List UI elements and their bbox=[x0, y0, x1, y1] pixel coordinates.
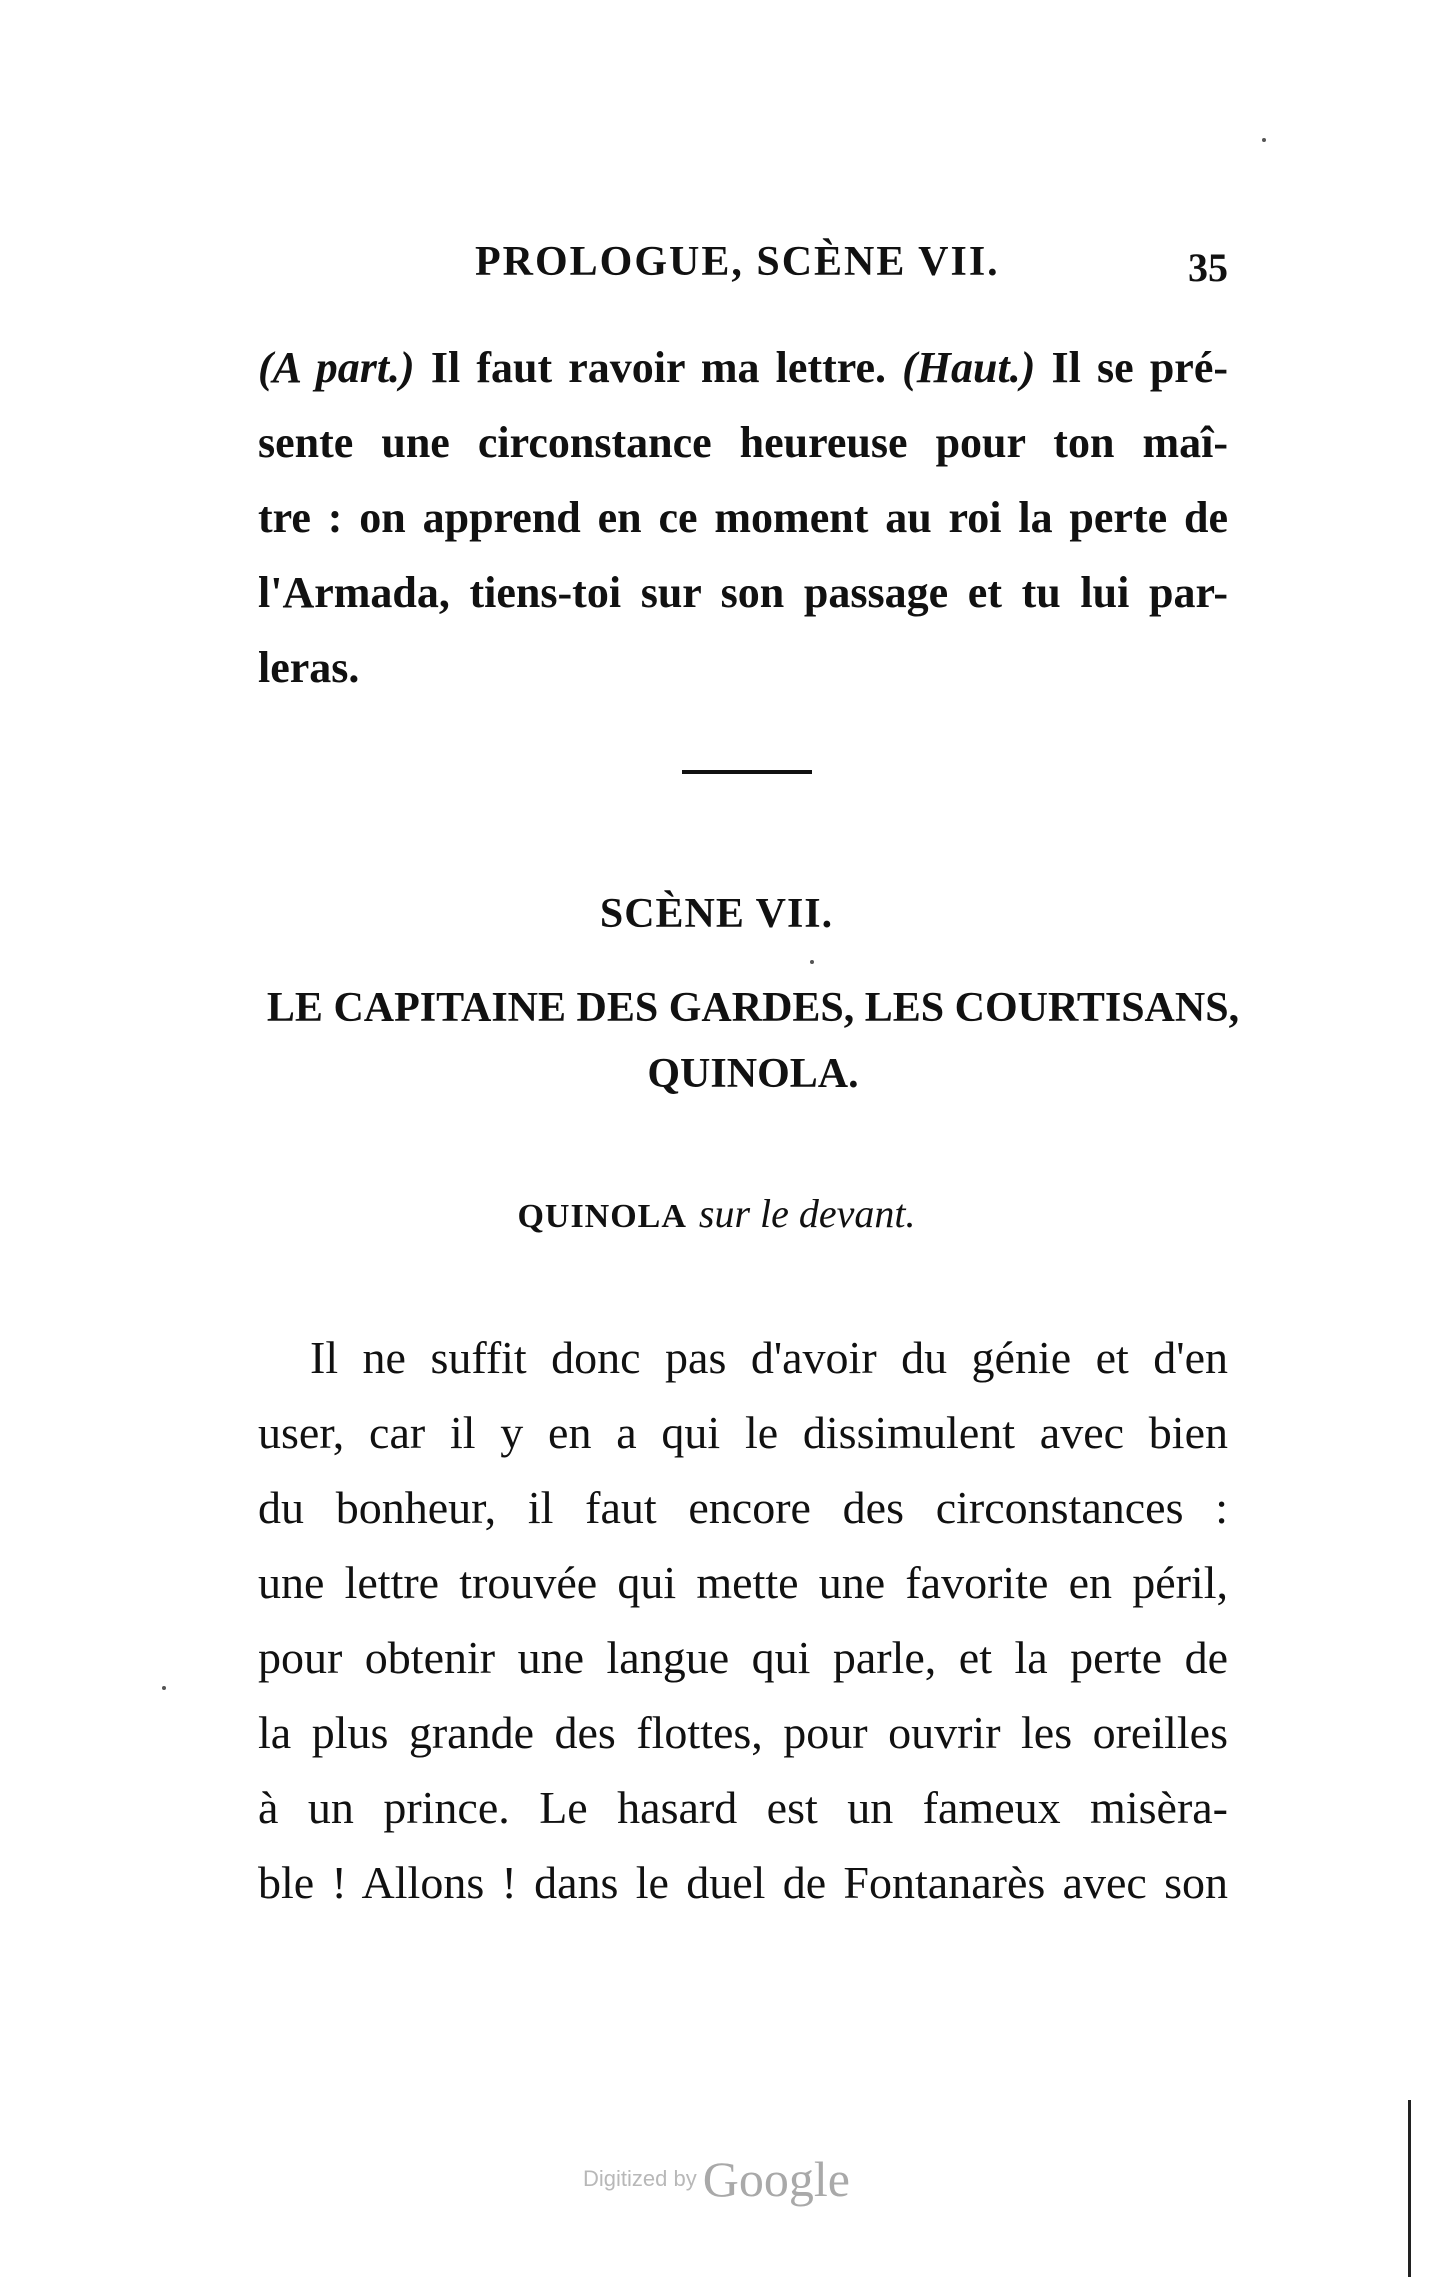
character-list-line: LE CAPITAINE DES GARDES, LES COURTISANS, bbox=[266, 985, 1240, 1031]
paper-speck bbox=[162, 1686, 166, 1690]
paragraph-line: tre : on apprend en ce moment au roi la perte de bbox=[258, 493, 1228, 542]
digitized-label: Digitized by bbox=[583, 2166, 697, 2191]
paragraph-line: Il ne suffit donc pas d'avoir du génie et d'en bbox=[310, 1332, 1228, 1383]
character-list bbox=[258, 975, 1248, 1107]
stage-direction-text: sur le devant. bbox=[698, 1191, 916, 1236]
page-number: 35 bbox=[1188, 245, 1228, 290]
paragraph-line: ble ! Allons ! dans le duel de Fontanarès avec son bbox=[258, 1857, 1228, 1908]
page-edge-mark bbox=[1408, 2100, 1411, 2277]
aside-direction: (A part.) bbox=[258, 343, 415, 392]
paragraph-line bbox=[258, 330, 1228, 405]
aside-direction: (Haut.) bbox=[902, 343, 1036, 392]
paragraph-line: une lettre trouvée qui mette une favorite en péril, bbox=[258, 1557, 1228, 1608]
digitization-watermark bbox=[0, 2150, 1433, 2208]
speaker-name: QUINOLA bbox=[517, 1198, 687, 1235]
paragraph-line: du bonheur, il faut encore des circonstances : bbox=[258, 1482, 1228, 1533]
character-list-line: QUINOLA. bbox=[647, 1051, 859, 1097]
paragraph-line: à un prince. Le hasard est un fameux misèra- bbox=[258, 1782, 1228, 1833]
paragraph-line: sente une circonstance heureuse pour ton maî- bbox=[258, 418, 1228, 467]
running-title: PROLOGUE, SCÈNE VII. bbox=[475, 239, 1000, 285]
paragraph-line: l'Armada, tiens-toi sur son passage et tu lui par- bbox=[258, 568, 1228, 617]
paragraph-line: la plus grande des flottes, pour ouvrir les oreilles bbox=[258, 1707, 1228, 1758]
google-logo: Google bbox=[702, 2151, 850, 2207]
scene-heading: SCÈNE VII. bbox=[599, 891, 834, 937]
stage-direction bbox=[0, 1190, 1433, 1237]
paragraph-line: leras. bbox=[258, 643, 360, 692]
running-head bbox=[0, 238, 1433, 298]
paragraph-text: Il se pré- bbox=[1035, 343, 1228, 392]
paragraph-text: Il faut ravoir ma lettre. bbox=[414, 343, 903, 392]
top-paragraph bbox=[258, 330, 1228, 705]
section-divider bbox=[682, 770, 812, 774]
paragraph-line: pour obtenir une langue qui parle, et la perte de bbox=[258, 1632, 1228, 1683]
paragraph-line: user, car il y en a qui le dissimulent avec bien bbox=[258, 1407, 1228, 1458]
paper-speck bbox=[1262, 138, 1266, 142]
paper-speck bbox=[810, 960, 814, 964]
main-paragraph bbox=[258, 1320, 1228, 1920]
